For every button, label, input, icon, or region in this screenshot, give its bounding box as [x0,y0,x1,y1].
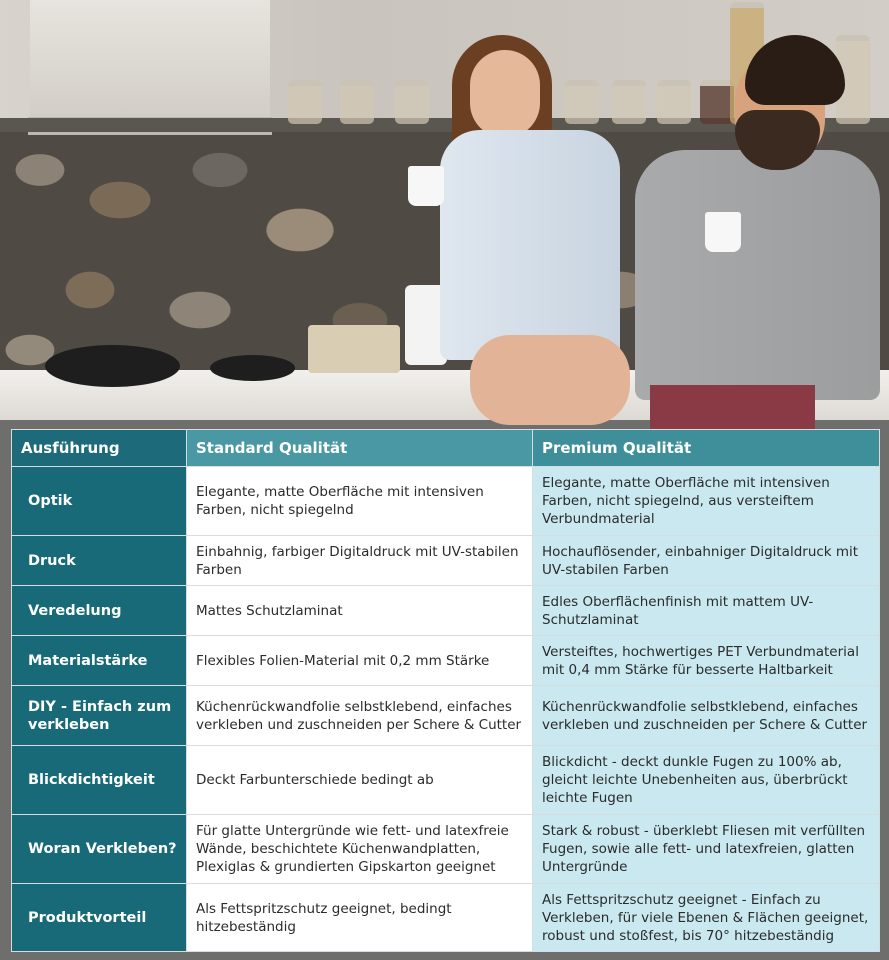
table-row [12,636,880,686]
small-pan [210,355,295,381]
spice-jar [612,80,646,124]
row-label: Blickdichtigkeit [12,746,187,815]
premium-cell: Edles Oberflächenfinish mit mattem UV-Schutzlaminat [533,586,880,636]
man-shirt [635,150,880,400]
table-row [12,586,880,636]
table-row [12,884,880,952]
man-pants [650,385,815,430]
woman-shirt [440,130,620,360]
woman-face [470,50,540,138]
standard-cell: Deckt Farbunterschiede bedingt ab [187,746,533,815]
premium-cell: Küchenrückwandfolie selbstklebend, einfaches verkleben und zuschneiden per Schere & Cutter [533,686,880,746]
spice-jar [395,80,429,124]
standard-cell: Einbahnig, farbiger Digitaldruck mit UV-stabilen Farben [187,536,533,586]
table-row [12,746,880,815]
row-label: Produktvorteil [12,884,187,952]
standard-cell: Für glatte Untergründe wie fett- und latexfreie Wände, beschichtete Küchenwandplatten, Plexiglas & grundierten Gipskarton geeignet [187,815,533,884]
row-label: Druck [12,536,187,586]
comparison-table [11,429,880,952]
table-row [12,467,880,536]
header-standard: Standard Qualität [187,430,533,467]
row-label: Optik [12,467,187,536]
standard-cell: Flexibles Folien-Material mit 0,2 mm Stärke [187,636,533,686]
premium-cell: Blickdicht - deckt dunkle Fugen zu 100% ab, gleicht leichte Unebenheiten aus, überbrückt leichte Fugen [533,746,880,815]
header-premium: Premium Qualität [533,430,880,467]
table-row [12,686,880,746]
standard-cell: Elegante, matte Oberfläche mit intensiven Farben, nicht spiegelnd [187,467,533,536]
woman-legs [470,335,630,425]
premium-cell: Als Fettspritzschutz geeignet - Einfach zu Verkleben, für viele Ebenen & Flächen geeignet, robust und stoßfest, bis 70° hitzebeständig [533,884,880,952]
frying-pan [45,345,180,387]
egg-carton [308,325,400,373]
standard-cell: Als Fettspritzschutz geeignet, bedingt hitzebeständig [187,884,533,952]
row-label: Veredelung [12,586,187,636]
row-label: DIY - Einfach zum verkleben [12,686,187,746]
premium-cell: Stark & robust - überklebt Fliesen mit verfüllten Fugen, sowie alle fett- und latexfreien, glatten Untergründe [533,815,880,884]
spice-jar [288,80,322,124]
standard-cell: Mattes Schutzlaminat [187,586,533,636]
spice-jar [565,80,599,124]
spice-jar [700,80,734,124]
table-header-row [12,430,880,467]
header-ausfuehrung: Ausführung [12,430,187,467]
premium-cell: Versteiftes, hochwertiges PET Verbundmaterial mit 0,4 mm Stärke für besserte Haltbarkeit [533,636,880,686]
coffee-cup [408,166,444,206]
spice-jar [657,80,691,124]
coffee-cup [705,212,741,252]
premium-cell: Hochauflösender, einbahniger Digitaldruck mit UV-stabilen Farben [533,536,880,586]
standard-cell: Küchenrückwandfolie selbstklebend, einfaches verkleben und zuschneiden per Schere & Cutter [187,686,533,746]
spice-jar [340,80,374,124]
premium-cell: Elegante, matte Oberfläche mit intensiven Farben, nicht spiegelnd, aus versteiftem Verbundmaterial [533,467,880,536]
table-row [12,536,880,586]
range-hood [30,0,270,135]
table-row [12,815,880,884]
row-label: Woran Verkleben? [12,815,187,884]
row-label: Materialstärke [12,636,187,686]
